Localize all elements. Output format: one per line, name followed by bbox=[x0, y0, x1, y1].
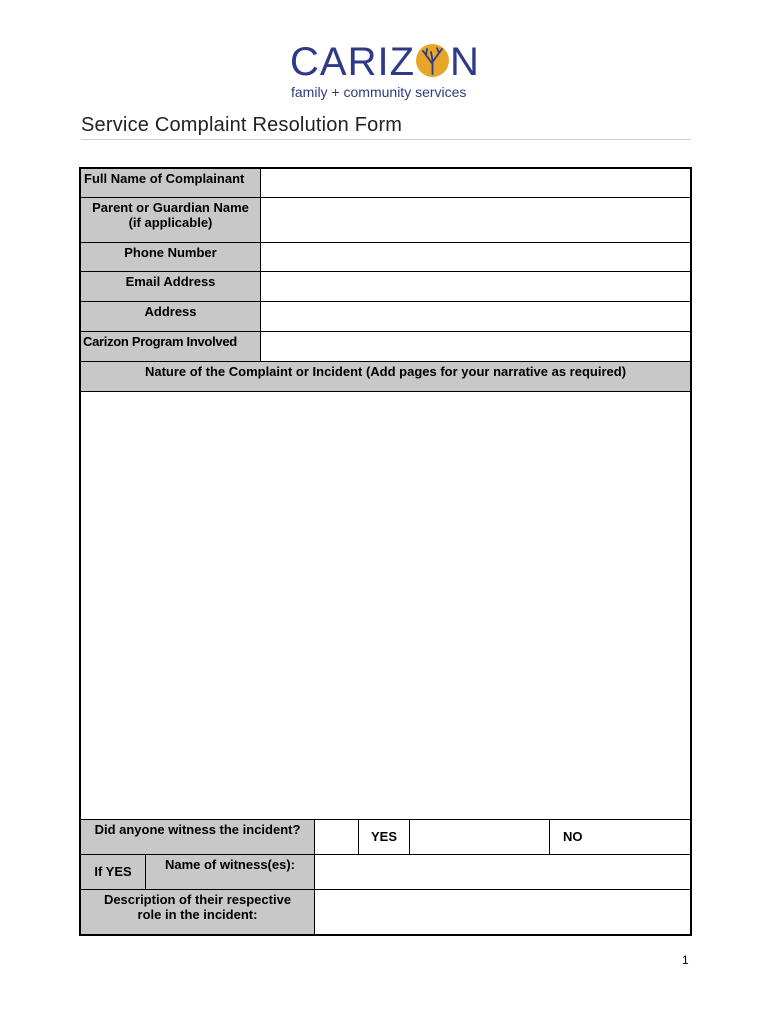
narrative-textarea[interactable] bbox=[80, 391, 691, 820]
witness-names-field[interactable] bbox=[314, 854, 691, 890]
witness-role-field[interactable] bbox=[314, 889, 691, 935]
guardian-name-field[interactable] bbox=[260, 197, 691, 243]
title-divider bbox=[81, 139, 691, 140]
yes-label: YES bbox=[358, 819, 410, 855]
logo-text-start: CARIZ bbox=[290, 40, 415, 84]
witness-question: Did anyone witness the incident? bbox=[80, 819, 315, 855]
address-label: Address bbox=[80, 301, 261, 332]
full-name-label: Full Name of Complainant bbox=[80, 168, 261, 198]
page-title: Service Complaint Resolution Form bbox=[81, 114, 403, 136]
logo-text-end: N bbox=[450, 40, 480, 84]
no-label: NO bbox=[549, 819, 691, 855]
page-number: 1 bbox=[682, 953, 689, 967]
carizon-logo bbox=[290, 40, 490, 100]
full-name-field[interactable] bbox=[260, 168, 691, 198]
yes-checkbox[interactable] bbox=[314, 819, 359, 855]
phone-label: Phone Number bbox=[80, 242, 261, 272]
program-label: Carizon Program Involved bbox=[80, 331, 261, 362]
witness-role-label: Description of their respective role in the incident: bbox=[80, 889, 315, 935]
logo-tagline: family + community services bbox=[291, 84, 467, 100]
if-yes-label: If YES bbox=[80, 854, 146, 890]
email-label: Email Address bbox=[80, 271, 261, 302]
logo-wordmark bbox=[290, 40, 480, 84]
program-field[interactable] bbox=[260, 331, 691, 362]
guardian-name-label: Parent or Guardian Name (if applicable) bbox=[80, 197, 261, 243]
phone-field[interactable] bbox=[260, 242, 691, 272]
witness-names-label: Name of witness(es): bbox=[145, 854, 315, 890]
tree-icon bbox=[416, 44, 449, 77]
no-checkbox[interactable] bbox=[409, 819, 550, 855]
email-field[interactable] bbox=[260, 271, 691, 302]
address-field[interactable] bbox=[260, 301, 691, 332]
narrative-header: Nature of the Complaint or Incident (Add pages for your narrative as required) bbox=[80, 361, 691, 392]
